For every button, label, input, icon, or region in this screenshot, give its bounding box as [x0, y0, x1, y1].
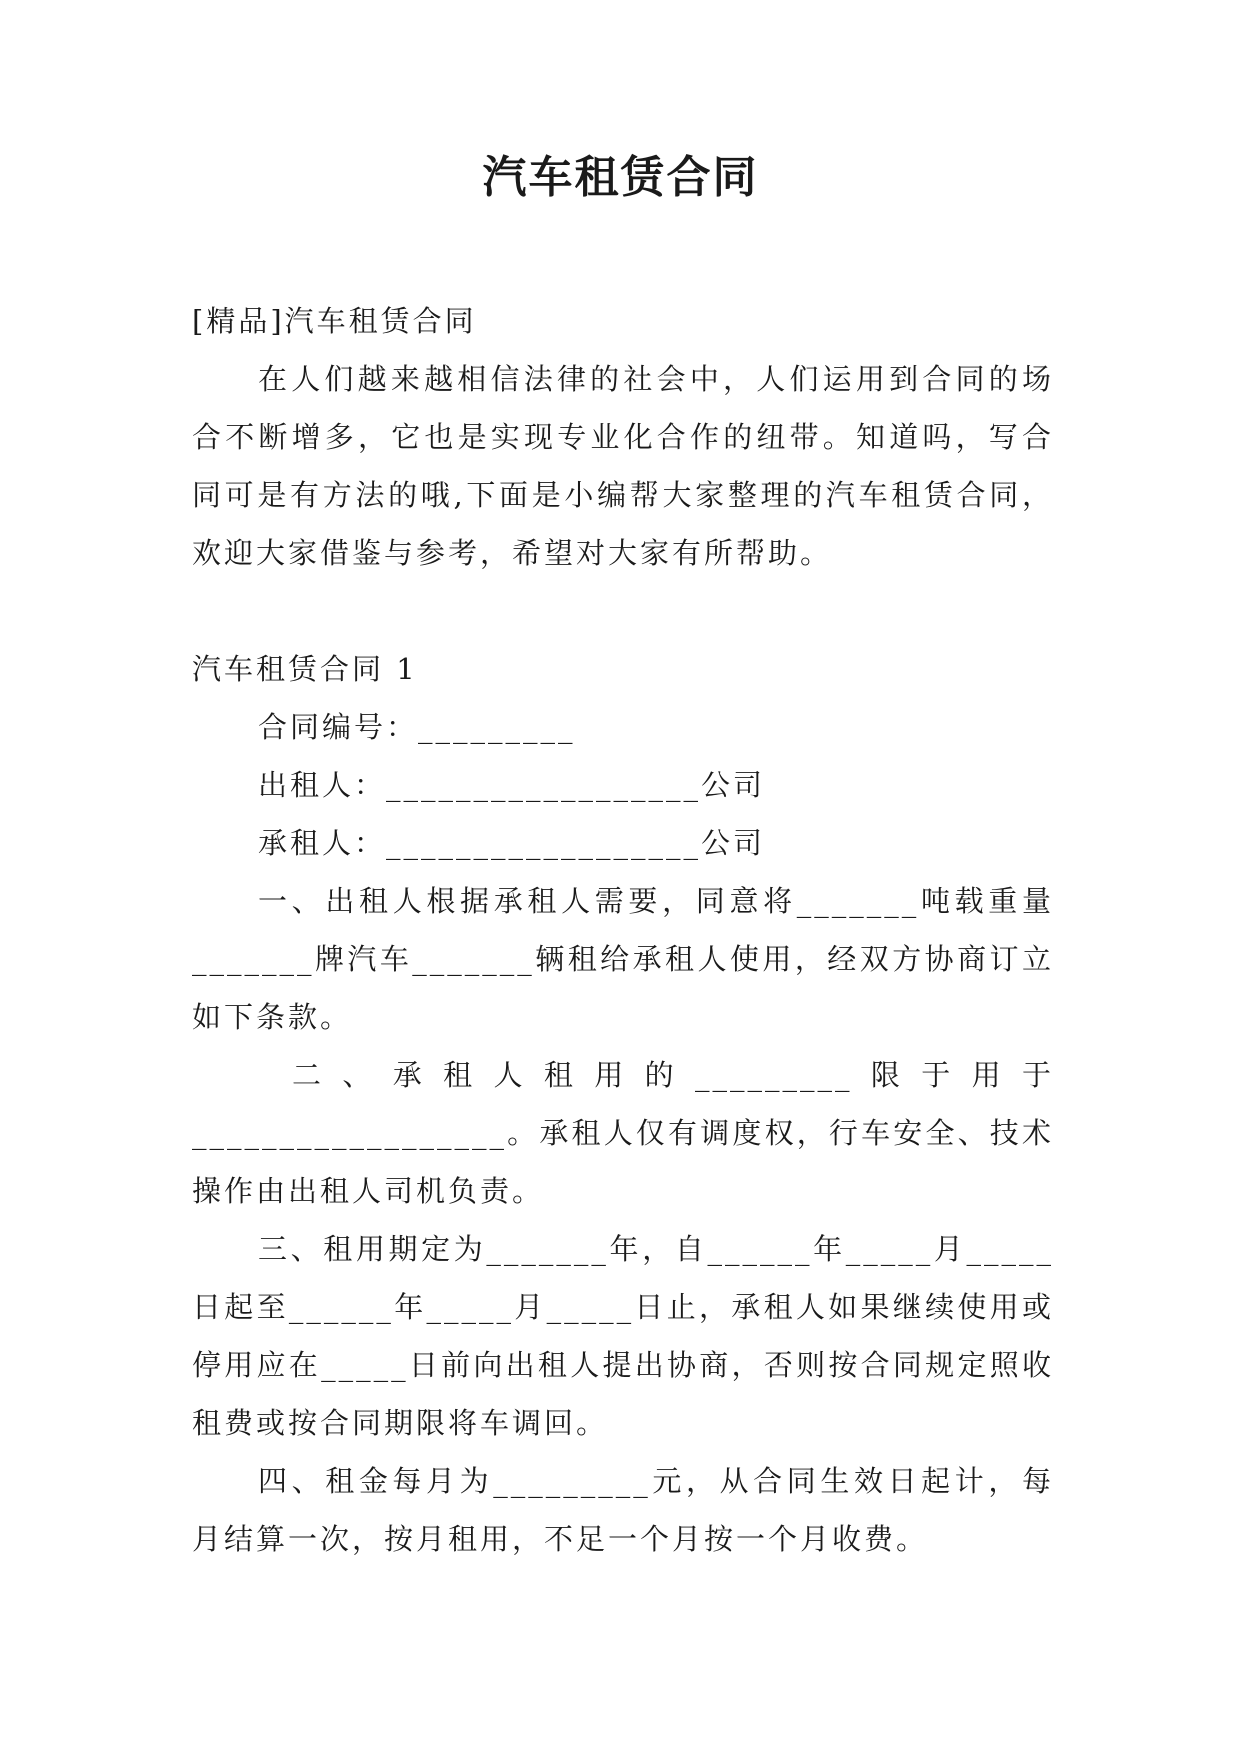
clause-2-token: 于: [1021, 1058, 1054, 1092]
clause-2-token: 用: [594, 1058, 627, 1092]
clause-2-rest: __________________。承租人仅有调度权，行车安全、技术操作由出租人司机负责。: [192, 1116, 1054, 1208]
section-heading: 汽车租赁合同 1: [192, 652, 418, 686]
clause-2-first-line: [192, 1046, 1054, 1104]
contract-number-line: 合同编号：_________: [258, 710, 576, 744]
clause-2-token: 人: [493, 1058, 526, 1092]
intro-paragraph: 在人们越来越相信法律的社会中，人们运用到合同的场合不断增多，它也是实现专业化合作的纽带。知道吗，写合同可是有方法的哦,下面是小编帮大家整理的汽车租赁合同，欢迎大家借鉴与参考，希望对大家有所帮助。: [192, 362, 1054, 570]
clause-2-token: 租: [543, 1058, 576, 1092]
clause-2-token: 限: [870, 1058, 903, 1092]
clause-2-token: 、: [342, 1058, 375, 1092]
clause-2-token: 二: [292, 1058, 325, 1092]
clause-1: 一、出租人根据承租人需要，同意将_______吨载重量_______牌汽车_______辆租给承租人使用，经双方协商订立如下条款。: [192, 884, 1054, 1034]
clause-2-token: _________: [695, 1058, 853, 1092]
clause-2-token: 承: [392, 1058, 425, 1092]
clause-2-token: 租: [443, 1058, 476, 1092]
lessor-line: 出租人：__________________公司: [258, 768, 766, 802]
document-subtitle: [精品]汽车租赁合同: [192, 304, 477, 338]
clause-2: [192, 1046, 1054, 1220]
lessee-line: 承租人：__________________公司: [258, 826, 766, 860]
paragraph-gap: [192, 582, 1054, 640]
clause-3: 三、租用期定为_______年，自______年_____月_____日起至______年_____月_____日止，承租人如果继续使用或停用应在_____日前向出租人提出协商，否则按合同规定照收租费或按合同期限将车调回。: [192, 1232, 1054, 1440]
clause-2-token: 的: [644, 1058, 677, 1092]
document-title: 汽车租赁合同: [482, 152, 759, 203]
clause-2-token: 用: [971, 1058, 1004, 1092]
document-body: [192, 292, 1054, 1568]
clause-2-token: 于: [921, 1058, 954, 1092]
clause-4: 四、租金每月为_________元，从合同生效日起计，每月结算一次，按月租用，不足一个月按一个月收费。: [192, 1464, 1054, 1556]
